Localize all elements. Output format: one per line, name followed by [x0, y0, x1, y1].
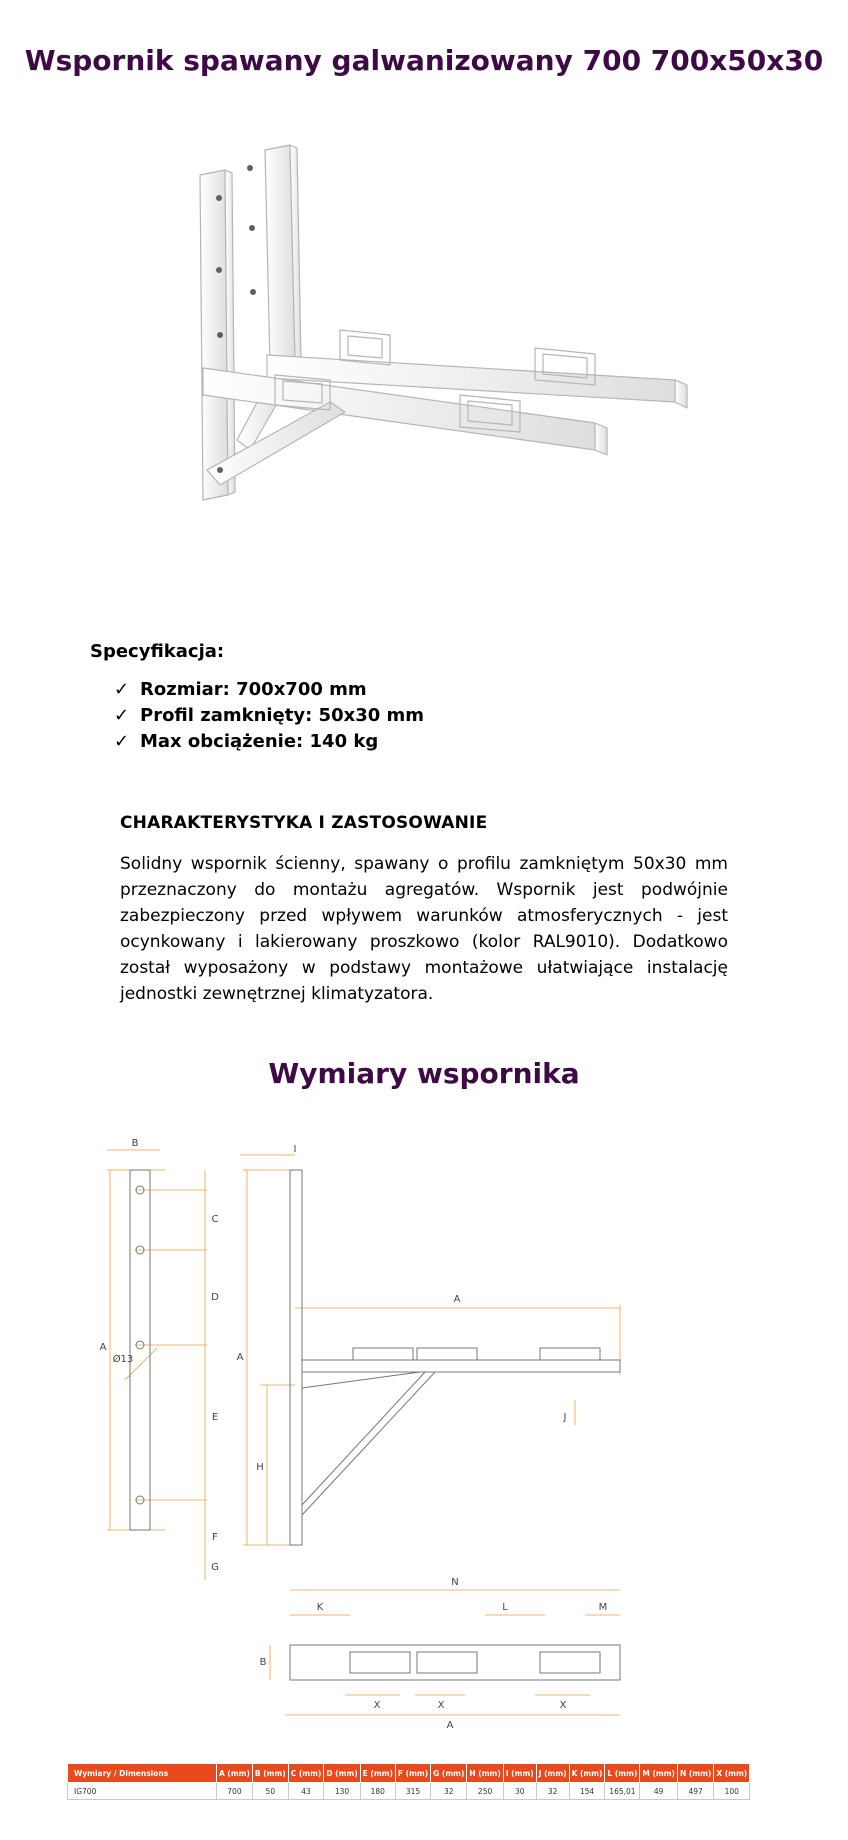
table-cell: 165,01	[605, 1783, 640, 1800]
table-header: L (mm)	[605, 1764, 640, 1783]
product-image	[195, 140, 695, 600]
table-row	[68, 1783, 750, 1800]
label-x-1: X	[373, 1700, 381, 1711]
check-icon: ✓	[114, 731, 130, 752]
table-cell: 180	[360, 1783, 395, 1800]
label-n: N	[451, 1577, 459, 1588]
table-cell: 315	[395, 1783, 430, 1800]
table-cell: 30	[503, 1783, 536, 1800]
table-header: Wymiary / Dimensions	[68, 1764, 217, 1783]
dimensions-heading: Wymiary wspornika	[268, 1057, 580, 1090]
table-cell: 49	[640, 1783, 678, 1800]
label-k: K	[316, 1602, 324, 1613]
page-title: Wspornik spawany galwanizowany 700 700x50x30	[24, 44, 824, 77]
table-header-row	[68, 1764, 750, 1783]
table-header: F (mm)	[395, 1764, 430, 1783]
label-f: F	[212, 1532, 218, 1543]
specification-heading: Specyfikacja:	[90, 641, 225, 662]
label-a-side: A	[236, 1352, 244, 1363]
table-cell: 250	[467, 1783, 503, 1800]
table-cell: 100	[714, 1783, 750, 1800]
label-x-3: X	[559, 1700, 567, 1711]
label-hole: Ø13	[112, 1354, 134, 1365]
table-header: G (mm)	[431, 1764, 467, 1783]
spec-item-max-load: ✓ Max obciążenie: 140 kg	[114, 729, 424, 755]
label-d: D	[211, 1292, 219, 1303]
table-cell: 154	[569, 1783, 605, 1800]
table-cell: 32	[431, 1783, 467, 1800]
spec-item-profile: ✓ Profil zamknięty: 50x30 mm	[114, 703, 424, 729]
table-cell: 497	[677, 1783, 713, 1800]
table-cell: 130	[324, 1783, 360, 1800]
check-icon: ✓	[114, 705, 130, 726]
table-header: K (mm)	[569, 1764, 605, 1783]
label-h: H	[256, 1462, 264, 1473]
spec-item-size: ✓ Rozmiar: 700x700 mm	[114, 677, 424, 703]
table-cell: 43	[288, 1783, 324, 1800]
table-header: C (mm)	[288, 1764, 324, 1783]
characteristics-heading: CHARAKTERYSTYKA I ZASTOSOWANIE	[120, 813, 488, 833]
check-icon: ✓	[114, 679, 130, 700]
table-header: I (mm)	[503, 1764, 536, 1783]
table-cell: 50	[252, 1783, 288, 1800]
table-header: D (mm)	[324, 1764, 360, 1783]
label-i: I	[293, 1144, 297, 1155]
label-m: M	[598, 1602, 608, 1613]
label-x-2: X	[437, 1700, 445, 1711]
table-header: E (mm)	[360, 1764, 395, 1783]
specification-list	[114, 677, 424, 755]
label-l: L	[502, 1602, 508, 1613]
label-a: A	[99, 1342, 107, 1353]
table-header: H (mm)	[467, 1764, 503, 1783]
label-a-arm: A	[453, 1294, 461, 1305]
table-cell: 700	[217, 1783, 253, 1800]
label-c: C	[211, 1214, 219, 1225]
table-cell: 32	[536, 1783, 569, 1800]
table-header: M (mm)	[640, 1764, 678, 1783]
table-header: J (mm)	[536, 1764, 569, 1783]
label-a-top: A	[446, 1720, 454, 1730]
label-j: J	[563, 1412, 567, 1423]
technical-drawing	[95, 1130, 755, 1730]
label-g: G	[211, 1562, 219, 1573]
table-header: X (mm)	[714, 1764, 750, 1783]
table-header: B (mm)	[252, 1764, 288, 1783]
label-b-top: B	[259, 1657, 267, 1668]
table-header: A (mm)	[217, 1764, 253, 1783]
dimensions-table	[67, 1763, 750, 1800]
characteristics-text: Solidny wspornik ścienny, spawany o profilu zamkniętym 50x30 mm przeznaczony do montażu agregatów. Wspornik jest podwójnie zabezpieczony przed wpływem warunków atmosferycznych - jest ocynkowany i lakierowany proszkowo (kolor RAL9010). Dodatkowo został wyposażony w podstawy montażowe ułatwiające instalację jednostki zewnętrznej klimatyzatora.	[120, 854, 728, 1004]
label-b: B	[131, 1138, 139, 1149]
label-e: E	[211, 1412, 219, 1423]
table-cell: IG700	[68, 1783, 217, 1800]
table-header: N (mm)	[677, 1764, 713, 1783]
